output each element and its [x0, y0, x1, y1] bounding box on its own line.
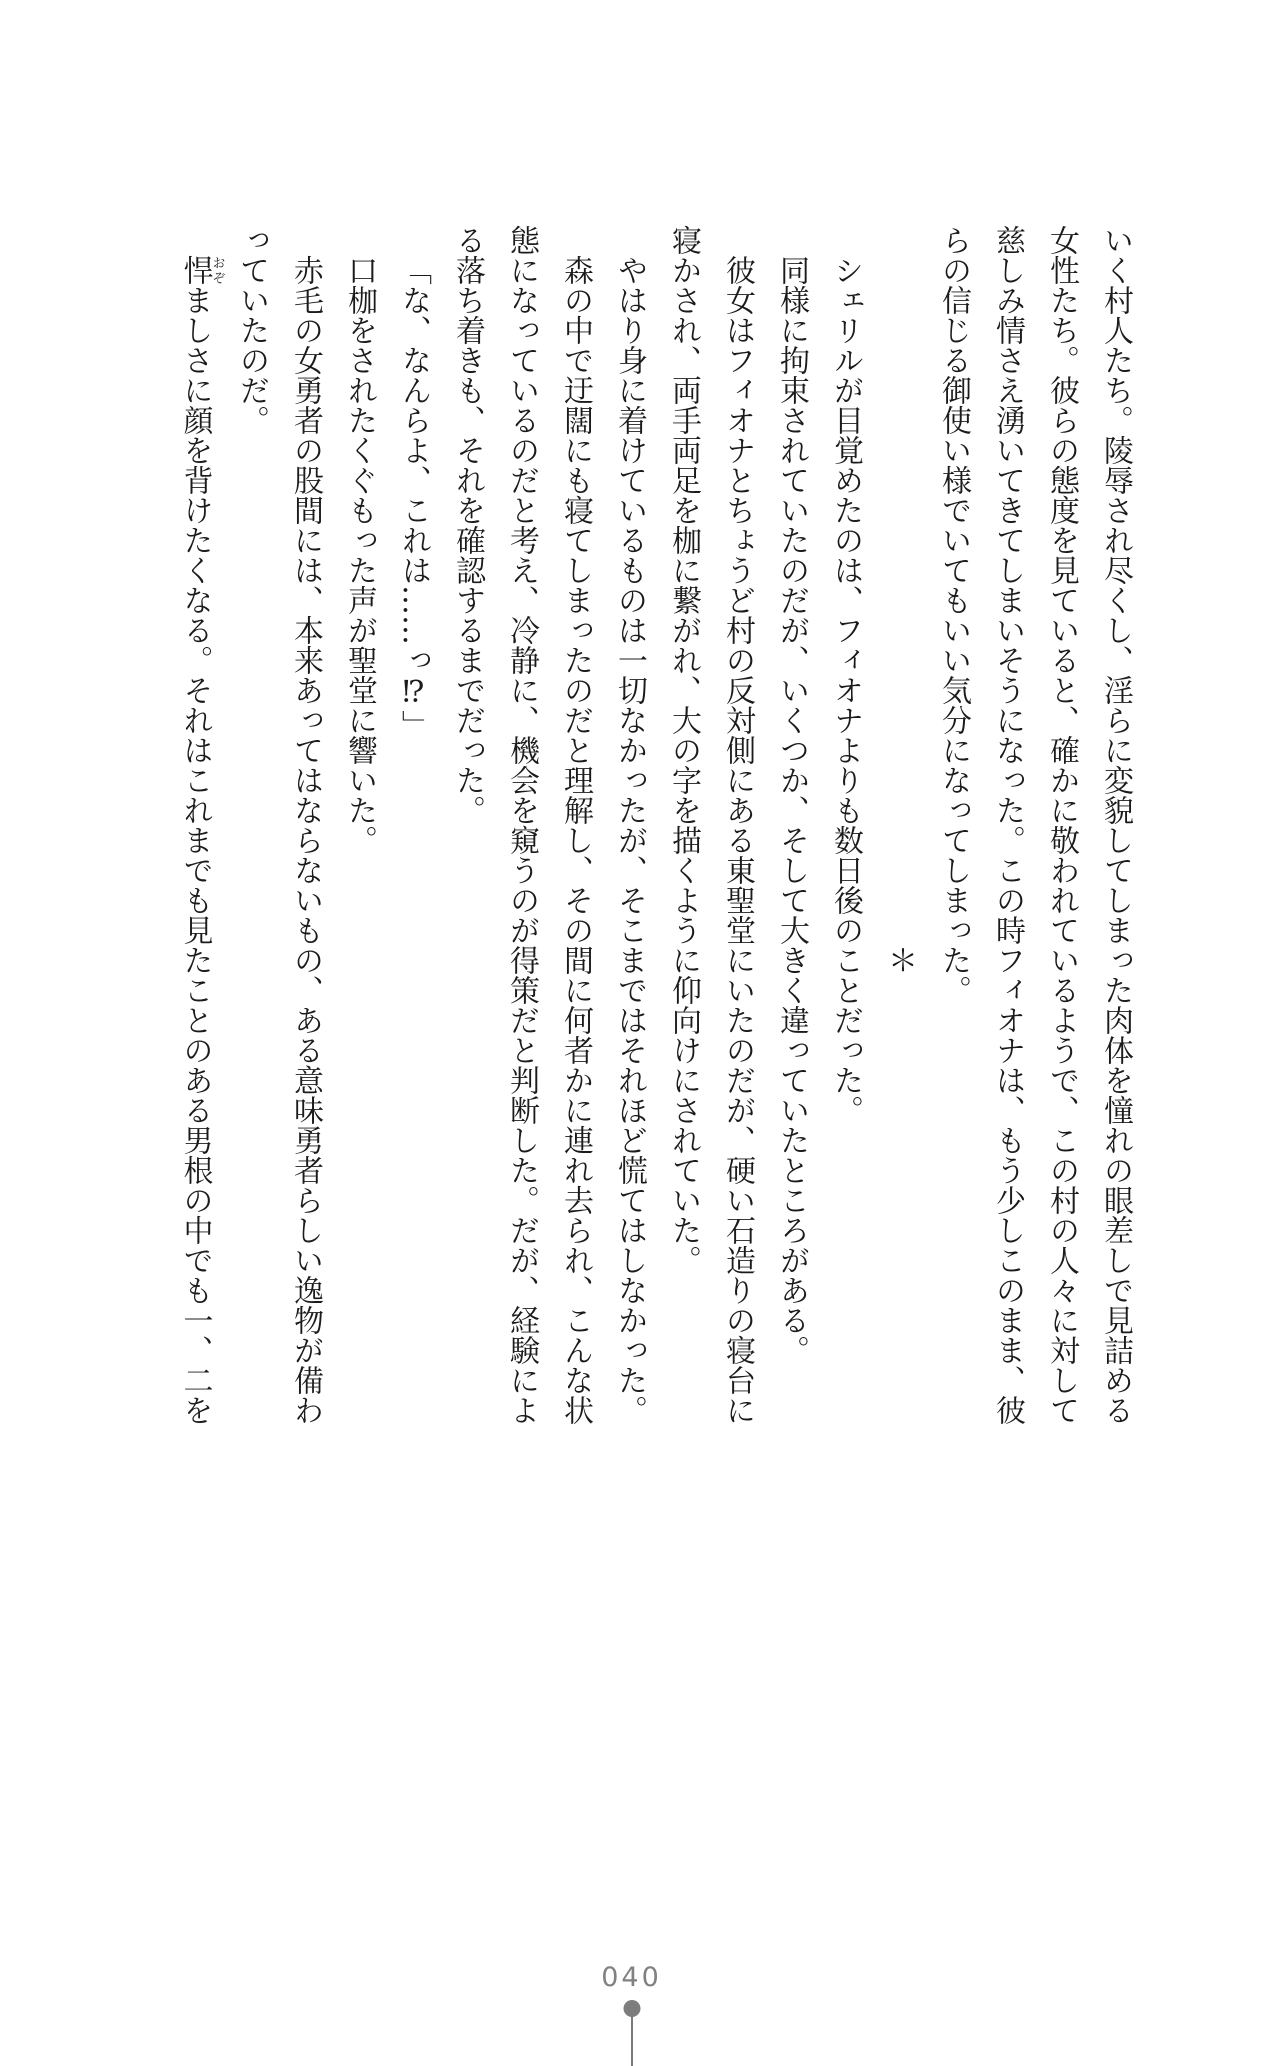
paragraph: 口枷をされたくぐもった声が聖堂に響いた。 [342, 255, 377, 855]
furigana: おぞ [209, 255, 225, 285]
section-break-asterisk: ＊ [882, 945, 917, 975]
paragraph: やはり身に着けているものは一切なかったが、そこまではそれほど慌てはしなかった。 [612, 255, 647, 1425]
paragraph: 森の中で迂闊にも寝てしまったのだと理解し、その間に何者かに連れ去られ、こんな状態になっているのだと考え、冷静に、機会を窺うのが得策だと判断した。だが、経験による落ち着きも、それを確認するまでだった。 [450, 225, 593, 1425]
paragraph-text: ましさに顔を背けたくなる。それはこれまでも見たことのある男根の中でも一、二を [177, 285, 213, 1425]
ruby-annotated-kanji [177, 255, 225, 285]
paragraph: 彼女はフィオナとちょうど村の反対側にある東聖堂にいたのだが、硬い石造りの寝台に寝かされ、両手両足を枷に繋がれ、大の字を描くように仰向けにされていた。 [666, 225, 755, 1425]
body-text [168, 225, 1143, 1432]
paragraph-dialogue: 「な、なんらよ、これは……っ⁉」 [396, 255, 431, 740]
paragraph: 赤毛の女勇者の股間には、本来あってはならないもの、ある意味勇者らしい逸物が備わっていたのだ。 [234, 225, 323, 1425]
page-number: 040 [601, 1962, 662, 1993]
paragraph: シェリルが目覚めたのは、フィオナよりも数日後のことだった。 [828, 255, 863, 1125]
ruby-base: 悍 [177, 255, 213, 285]
footer-line [631, 2014, 633, 2066]
paragraph: 同様に拘束されていたのだが、いくつか、そして大きく違っていたところがある。 [774, 255, 809, 1365]
paragraph [168, 225, 225, 1432]
paragraph: いく村人たち。陵辱され尽くし、淫らに変貌してしまった肉体を憧れの眼差しで見詰める女性たち。彼らの態度を見ていると、確かに敬われているようで、この村の人々に対して慈しみ情さえ湧いてきてしまいそうになった。この時フィオナは、もう少しこのまま、彼らの信じる御使い様でいてもいい気分になってしまった。 [936, 225, 1133, 1425]
